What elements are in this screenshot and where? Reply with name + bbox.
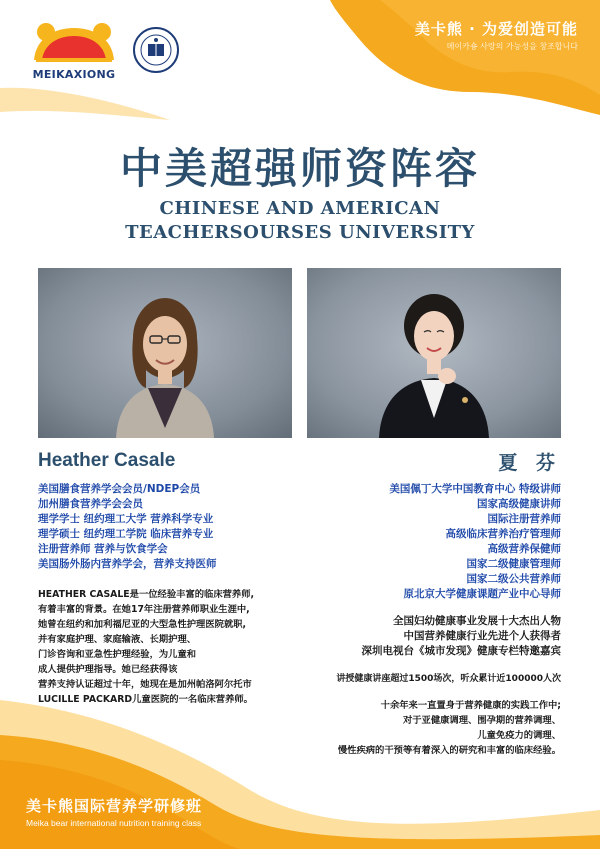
credential-item: 注册营养师 营养与饮食学会 [38,543,168,555]
practice-line: 对于亚健康调理、围孕期的营养调理、 [402,715,561,726]
credential-item: 理学硕士 纽约理工学院 临床营养专业 [38,528,214,540]
credential-item: 国家二级健康管理师 [466,558,561,570]
credential-item: 美国肠外肠内营养学会，营养支持医师 [38,558,217,570]
university-seal-icon [132,26,180,74]
brand-logo [28,22,120,81]
header-slogan: 美卡熊 · 为爱创造可能 [414,20,578,38]
page-subtitle [0,197,600,245]
teacher-photo-xia [307,268,561,438]
left-light-wave [0,88,170,120]
page-title: 中美超强师资阵容 [119,144,480,193]
header-slogan-korean: 메이카숑 사랑의 가능성을 창조합니다 [446,42,578,51]
heather-credentials [38,482,217,572]
practice-line: 儿童免疫力的调理、 [477,730,561,741]
bio-line: 并有家庭护理、家庭输液、长期护理、 [38,634,197,645]
xia-honors [307,614,561,659]
subtitle-line-1: CHINESE AND AMERICAN [159,198,441,219]
footer-subtitle: Meika bear international nutrition training class [26,818,202,828]
bio-line: 有着丰富的背景。在她17年注册营养师职业生涯中, [38,604,250,615]
teacher-name-heather: Heather Casale [38,450,176,471]
credential-item: 美国膳食营养学会会员/NDEP会员 [38,483,201,495]
credential-item: 国际注册营养师 [487,513,561,525]
bio-line: 营养支持认证超过十年，她现在是加州帕洛阿尔托市 [38,679,252,690]
honor-item: 中国营养健康行业先进个人获得者 [403,630,561,642]
footer-title: 美卡熊国际营养学研修班 [26,797,203,815]
bio-line: HEATHER CASALE是一位经验丰富的临床营养师, [38,589,255,600]
practice-line: 慢性疾病的干预等有着深入的研究和丰富的临床经验。 [337,745,561,756]
credential-item: 理学学士 纽约理工大学 营养科学专业 [38,513,214,525]
credential-item: 国家二级公共营养师 [466,573,561,585]
practice-line: 十余年来一直置身于营养健康的实践工作中; [380,700,561,711]
credential-item: 高级临床营养治疗管理师 [445,528,561,540]
teacher-photo-heather [38,268,292,438]
teacher-name-xia: 夏 芬 [498,452,561,474]
university-seal [132,26,180,78]
subtitle-line-2: TEACHERSOURSES UNIVERSITY [125,222,475,243]
bio-line: 成人提供护理指导。她已经获得该 [38,664,178,675]
honor-item: 深圳电视台《城市发现》健康专栏特邀嘉宾 [361,645,561,657]
logo-text: MEIKAXIONG [32,68,116,81]
credential-item: 美国佩丁大学中国教育中心 特级讲师 [389,483,561,495]
credential-item: 加州膳食营养学会会员 [38,498,143,510]
xia-credentials [307,482,561,602]
bio-line: 她曾在纽约和加利福尼亚的大型急性护理医院就职, [38,619,247,630]
xia-lecture-stats: 讲授健康讲座超过1500场次，听众累计近100000人次 [336,674,561,684]
xia-practice [290,698,561,758]
bear-logo-icon [28,22,120,62]
honor-item: 全国妇幼健康事业发展十大杰出人物 [393,615,561,627]
credential-item: 高级营养保健师 [487,543,561,555]
heather-bio [38,587,278,707]
credential-item: 原北京大学健康课题产业中心导师 [403,588,561,600]
credential-item: 国家高级健康讲师 [477,498,561,510]
bio-line: LUCILLE PACKARD儿童医院的一名临床营养师。 [38,694,253,705]
bio-line: 门诊咨询和亚急性护理经验，为儿童和 [38,649,197,660]
